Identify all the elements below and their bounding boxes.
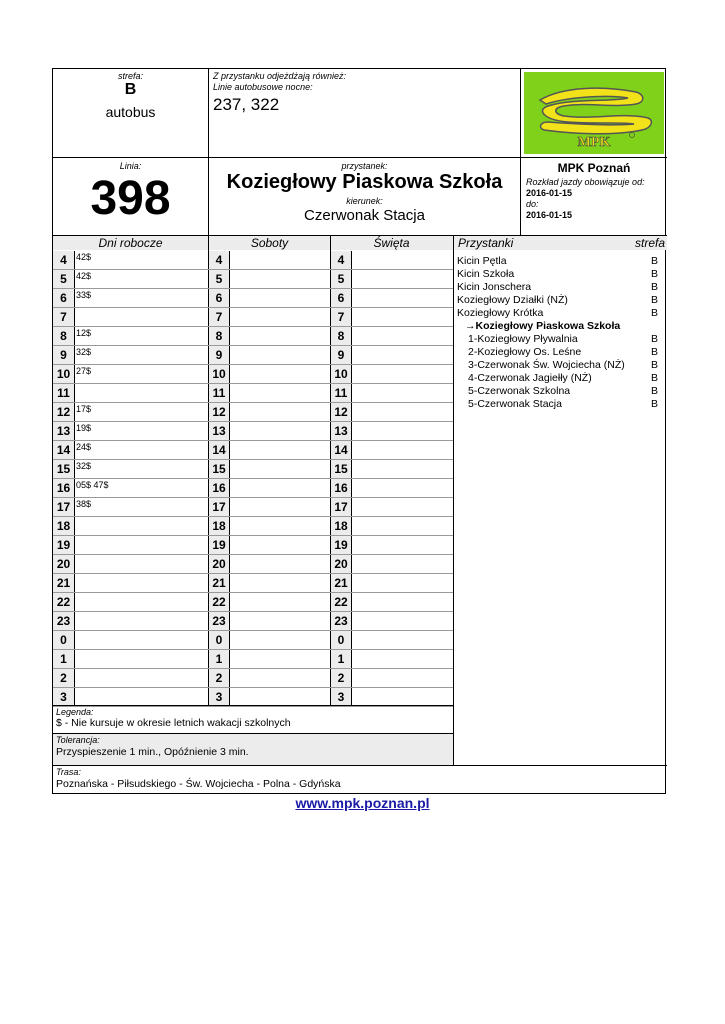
saturday-minutes [229,270,330,289]
timetable-frame [52,68,666,794]
table-row [53,536,453,555]
table-row [53,669,453,688]
holiday-minutes [351,365,453,384]
holiday-minutes [351,631,453,650]
weekday-hour: 1 [53,650,74,669]
weekday-hour: 0 [53,631,74,650]
table-row [53,365,453,384]
weekday-minutes: 42$ [76,271,92,281]
list-item [457,307,662,320]
stop-name: Koziegłowy Krótka [457,307,544,319]
table-row [53,479,453,498]
table-row [53,384,453,403]
saturday-hour: 2 [209,669,229,688]
saturday-minutes [229,441,330,460]
saturday-minutes [229,308,330,327]
stop-zone: B [650,307,658,319]
holiday-hour: 10 [331,365,351,384]
valid-to-label: do: [526,199,539,209]
table-row [53,460,453,479]
holiday-minutes [351,403,453,422]
weekday-hour: 18 [53,517,74,536]
weekday-hour: 16 [53,479,74,498]
holiday-minutes [351,593,453,612]
holiday-hour: 0 [331,631,351,650]
saturday-minutes [229,384,330,403]
holiday-hour: 22 [331,593,351,612]
table-row [53,631,453,650]
stop-zone: B [650,398,658,410]
company-name: MPK Poznań [557,161,631,175]
table-row [53,289,453,308]
saturday-hour: 12 [209,403,229,422]
saturday-hour: 13 [209,422,229,441]
col-stops: Przystanki [458,236,514,250]
saturday-hour: 0 [209,631,229,650]
holiday-hour: 2 [331,669,351,688]
direction-label: kierunek: [346,196,383,206]
weekday-minutes [74,384,208,403]
zone-label: strefa: [117,71,143,81]
table-row [53,517,453,536]
stop-zone: B [650,294,658,306]
saturday-hour: 8 [209,327,229,346]
holiday-minutes [351,251,453,270]
col-saturdays: Soboty [250,236,289,250]
table-row [53,327,453,346]
col-zone: strefa [634,236,665,250]
holiday-hour: 3 [331,688,351,707]
table-row [53,346,453,365]
table-row [53,422,453,441]
weekday-minutes [74,593,208,612]
weekday-minutes [74,517,208,536]
table-row [53,650,453,669]
weekday-hour: 23 [53,612,74,631]
holiday-minutes [351,270,453,289]
table-row [53,498,453,517]
direction: Czerwonak Stacja [304,207,425,224]
table-row [53,441,453,460]
stop-zone: B [650,385,658,397]
holiday-hour: 4 [331,251,351,270]
weekday-minutes: 19$ [76,423,92,433]
saturday-minutes [229,422,330,441]
holiday-minutes [351,536,453,555]
legend-label: Legenda: [56,707,94,717]
stop-zone: B [650,359,658,371]
saturday-minutes [229,327,330,346]
stop-zone: B [650,268,658,280]
holiday-hour: 13 [331,422,351,441]
holiday-hour: 21 [331,574,351,593]
saturday-minutes [229,536,330,555]
route-text: Poznańska - Piłsudskiego - Św. Wojciecha - Polna - Gdyńska [56,778,341,790]
saturday-minutes [229,479,330,498]
stop-name: 2-Koziegłowy Os. Leśne [468,346,582,358]
valid-to: 2016-01-15 [526,210,573,220]
saturday-minutes [229,365,330,384]
table-row [53,308,453,327]
list-item [457,294,662,307]
line-number: 398 [90,172,171,225]
saturday-minutes [229,346,330,365]
saturday-hour: 21 [209,574,229,593]
zone-value: B [124,81,137,98]
holiday-minutes [351,479,453,498]
weekday-hour: 8 [53,327,74,346]
list-item [457,320,662,333]
saturday-hour: 20 [209,555,229,574]
weekday-hour: 3 [53,688,74,707]
stop-zone: B [650,372,658,384]
logo-text: MPK [577,135,611,150]
holiday-hour: 15 [331,460,351,479]
saturday-minutes [229,403,330,422]
night-lines: 237, 322 [213,95,280,114]
weekday-minutes: 24$ [76,442,92,452]
saturday-minutes [229,498,330,517]
saturday-hour: 17 [209,498,229,517]
table-row [53,574,453,593]
weekday-hour: 10 [53,365,74,384]
saturday-hour: 3 [209,688,229,707]
stop-zone: B [650,333,658,345]
weekday-minutes [74,612,208,631]
saturday-hour: 7 [209,308,229,327]
weekday-hour: 2 [53,669,74,688]
weekday-hour: 7 [53,308,74,327]
saturday-minutes [229,593,330,612]
holiday-hour: 12 [331,403,351,422]
holiday-hour: 11 [331,384,351,403]
saturday-minutes [229,289,330,308]
weekday-minutes: 12$ [76,328,92,338]
list-item [457,333,662,346]
weekday-minutes: 17$ [76,404,92,414]
weekday-hour: 15 [53,460,74,479]
weekday-minutes [74,574,208,593]
weekday-hour: 4 [53,251,74,270]
weekday-hour: 17 [53,498,74,517]
weekday-minutes [74,650,208,669]
weekday-minutes: 42$ [76,252,92,262]
col-holidays: Święta [373,236,410,250]
col-weekdays: Dni robocze [98,236,163,250]
table-row [53,612,453,631]
holiday-hour: 23 [331,612,351,631]
saturday-hour: 4 [209,251,229,270]
saturday-hour: 23 [209,612,229,631]
saturday-minutes [229,612,330,631]
holiday-hour: 20 [331,555,351,574]
list-item [457,281,662,294]
saturday-hour: 16 [209,479,229,498]
legend-text: $ - Nie kursuje w okresie letnich wakacji szkolnych [56,717,291,729]
weekday-minutes [74,669,208,688]
list-item [457,372,662,385]
saturday-hour: 14 [209,441,229,460]
weekday-minutes: 05$ 47$ [76,480,109,490]
holiday-minutes [351,289,453,308]
holiday-hour: 14 [331,441,351,460]
weekday-hour: 12 [53,403,74,422]
list-item [457,268,662,281]
holiday-minutes [351,574,453,593]
tolerance-label: Tolerancja: [56,735,100,745]
table-row [53,270,453,289]
saturday-hour: 9 [209,346,229,365]
table-row [53,555,453,574]
weekday-minutes [74,555,208,574]
weekday-hour: 5 [53,270,74,289]
also-departing-label: Z przystanku odjeżdżają również: [213,71,347,81]
stop-zone: B [650,281,658,293]
saturday-minutes [229,251,330,270]
holiday-hour: 1 [331,650,351,669]
holiday-minutes [351,460,453,479]
weekday-hour: 19 [53,536,74,555]
weekday-hour: 14 [53,441,74,460]
saturday-minutes [229,574,330,593]
holiday-hour: 6 [331,289,351,308]
weekday-hour: 22 [53,593,74,612]
route-label: Trasa: [56,767,81,777]
stop-zone: B [650,255,658,267]
saturday-minutes [229,555,330,574]
weekday-minutes: 32$ [76,347,92,357]
stop-name: Kicin Pętla [457,255,507,267]
table-row [53,593,453,612]
saturday-hour: 19 [209,536,229,555]
valid-from-label: Rozkład jazdy obowiązuje od: [526,177,645,187]
saturday-minutes [229,669,330,688]
vehicle-type: autobus [105,104,156,120]
holiday-minutes [351,517,453,536]
holiday-minutes [351,650,453,669]
stop-name: 4-Czerwonak Jagiełły (NŻ) [468,372,592,384]
holiday-hour: 5 [331,270,351,289]
stops-list [457,255,662,411]
weekday-hour: 13 [53,422,74,441]
holiday-minutes [351,441,453,460]
holiday-hour: 19 [331,536,351,555]
stop-name: Kicin Szkoła [457,268,515,280]
night-lines-label: Linie autobusowe nocne: [213,82,313,92]
saturday-minutes [229,631,330,650]
holiday-hour: 18 [331,517,351,536]
table-row [53,251,453,270]
table-row [53,403,453,422]
stop-name: →Koziegłowy Piaskowa Szkoła [465,320,621,332]
weekday-hour: 20 [53,555,74,574]
list-item [457,346,662,359]
tolerance-text: Przyspieszenie 1 min., Opóźnienie 3 min. [56,746,249,758]
list-item [457,255,662,268]
stop-zone: B [650,346,658,358]
holiday-hour: 16 [331,479,351,498]
list-item [457,359,662,372]
weekday-minutes [74,308,208,327]
mpk-logo [524,72,664,154]
mpk-website-link[interactable]: www.mpk.poznan.pl [295,795,430,811]
weekday-hour: 6 [53,289,74,308]
saturday-minutes [229,650,330,669]
holiday-minutes [351,498,453,517]
stop-name: 1-Koziegłowy Pływalnia [468,333,578,345]
holiday-minutes [351,422,453,441]
weekday-minutes [74,536,208,555]
holiday-minutes [351,669,453,688]
holiday-minutes [351,346,453,365]
saturday-hour: 10 [209,365,229,384]
stop-name: 5-Czerwonak Stacja [468,398,562,410]
weekday-hour: 21 [53,574,74,593]
saturday-hour: 1 [209,650,229,669]
stop-name: Kicin Jonschera [457,281,532,293]
list-item [457,385,662,398]
saturday-hour: 22 [209,593,229,612]
holiday-hour: 7 [331,308,351,327]
saturday-minutes [229,460,330,479]
weekday-hour: 9 [53,346,74,365]
saturday-minutes [229,517,330,536]
list-item [457,398,662,411]
weekday-minutes [74,631,208,650]
holiday-hour: 8 [331,327,351,346]
saturday-hour: 11 [209,384,229,403]
saturday-hour: 5 [209,270,229,289]
weekday-minutes: 33$ [76,290,92,300]
weekday-hour: 11 [53,384,74,403]
stop-name: Koziegłowy Piaskowa Szkoła [226,171,503,193]
weekday-minutes: 38$ [76,499,92,509]
mpk-logo-icon [524,72,664,154]
line-label: Linia: [119,161,142,171]
weekday-minutes: 27$ [76,366,92,376]
holiday-minutes [351,384,453,403]
stop-label: przystanek: [341,161,388,171]
holiday-minutes [351,555,453,574]
stop-name: 3-Czerwonak Św. Wojciecha (NŻ) [468,359,625,371]
saturday-hour: 18 [209,517,229,536]
stop-name: Koziegłowy Działki (NŻ) [457,294,568,306]
holiday-minutes [351,612,453,631]
saturday-hour: 15 [209,460,229,479]
saturday-hour: 6 [209,289,229,308]
stop-name: 5-Czerwonak Szkolna [468,385,571,397]
holiday-hour: 9 [331,346,351,365]
valid-from: 2016-01-15 [526,188,573,198]
holiday-minutes [351,327,453,346]
holiday-hour: 17 [331,498,351,517]
holiday-minutes [351,308,453,327]
weekday-minutes: 32$ [76,461,92,471]
